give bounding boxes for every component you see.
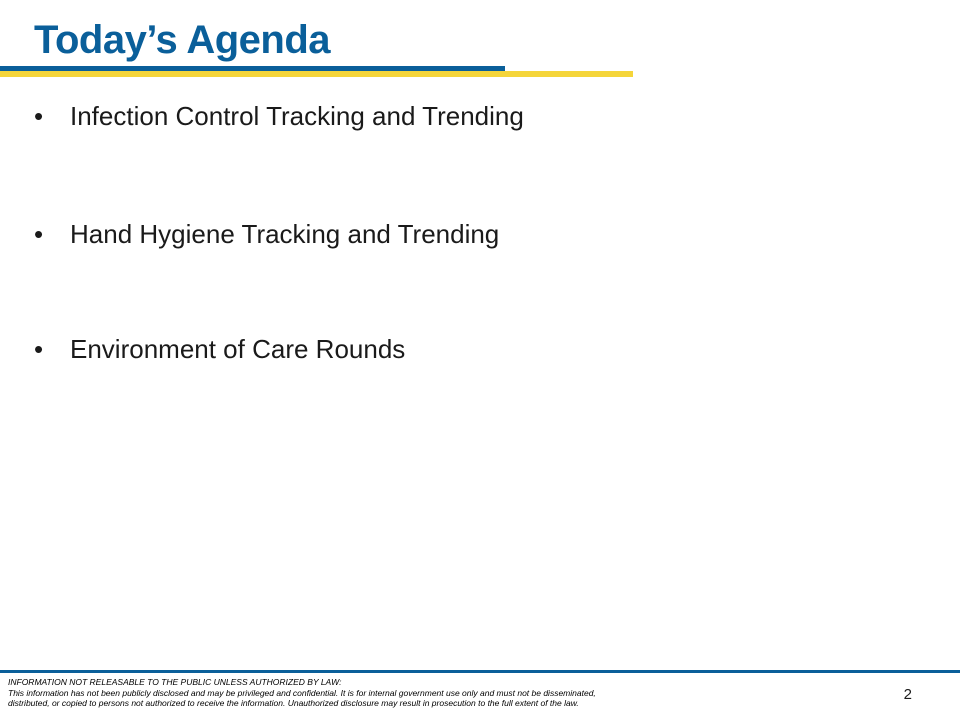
agenda-item <box>34 101 524 132</box>
bullet-icon: • <box>34 219 44 249</box>
title-underline-yellow <box>0 71 505 77</box>
page-number: 2 <box>903 686 912 703</box>
footer-divider <box>0 670 960 673</box>
footer-line: This information has not been publicly disclosed and may be privileged and confidential. It is for internal government use only and must not be disseminated, <box>8 687 596 698</box>
agenda-item <box>34 219 499 250</box>
title-underline-blue <box>0 66 505 71</box>
agenda-item-text: Infection Control Tracking and Trending <box>70 101 524 131</box>
agenda-item-text: Environment of Care Rounds <box>70 334 406 364</box>
footer-line: INFORMATION NOT RELEASABLE TO THE PUBLIC UNLESS AUTHORIZED BY LAW: <box>8 677 342 687</box>
footer-line: distributed, or copied to persons not authorized to receive the information. Unauthorized disclosure may result in prosecution to the full extent of the law. <box>8 698 579 708</box>
agenda-item-text: Hand Hygiene Tracking and Trending <box>70 219 500 249</box>
bullet-icon: • <box>34 101 44 131</box>
agenda-item <box>34 334 405 365</box>
bullet-icon: • <box>34 334 44 364</box>
footer-disclaimer <box>8 677 868 709</box>
slide-title: Today’s Agenda <box>34 18 331 62</box>
title-underline-yellow-extension <box>505 71 633 77</box>
